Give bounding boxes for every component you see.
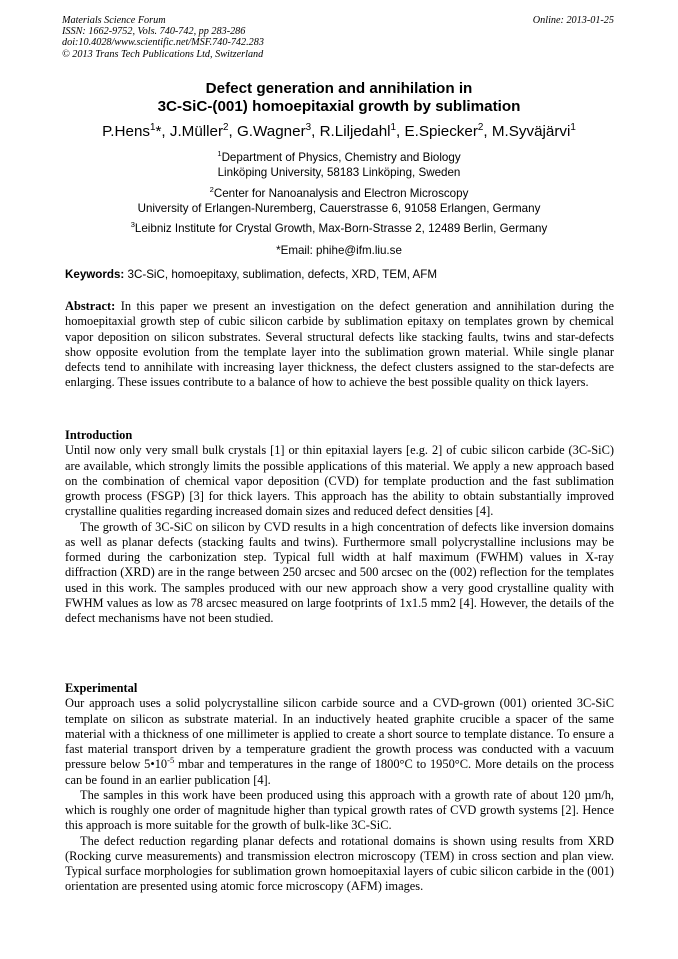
author: P.Hens$^1$*, — [102, 121, 170, 140]
author: M.Syväjärvi$^1$ — [491, 121, 576, 140]
keywords-text: 3C-SiC, homoepitaxy, sublimation, defects, XRD, TEM, AFM — [127, 268, 438, 281]
title-line-1: Defect generation and annihilation in — [205, 80, 473, 97]
journal-header — [62, 15, 264, 60]
issn-line: ISSN: 1662-9752, Vols. 740-742, pp 283-286 — [62, 26, 246, 38]
paragraph: Until now only very small bulk crystals [1] or thin epitaxial layers [e.g. 2] of cubic silicon carbide (3C-SiC) are available, which strongly limits the possible applications of this material. We apply a new approach based on the combination of chemical vapor deposition (CVD) for template production and the fast sublimation growth process (FSGP) [3] for thick layers. This approach has the ability to obtain substantially improved crystalline qualities regarding increased domain sizes and reduced defect densities [4]. — [65, 443, 614, 519]
author: E.Spiecker$^2$, — [404, 121, 492, 140]
keywords — [65, 268, 437, 281]
affiliation-3: $^3$Leibniz Institute for Crystal Growth, Max-Born-Strasse 2, 12489 Berlin, Germany — [130, 220, 548, 235]
keywords-label: Keywords: — [65, 268, 125, 281]
paragraph: The defect reduction regarding planar defects and rotational domains is shown using results from XRD (Rocking curve measurements) and transmission electron microscopy (TEM) in cross section and plan view. Typical surface morphologies for sublimation grown homoepitaxial layers of cubic silicon carbide in the (001) orientation are presented using atomic force microscopy (AFM) images. — [65, 833, 614, 894]
affiliation-1: $^1$Department of Physics, Chemistry and Biology Linköping University, 58183 Linköping, Sweden — [217, 149, 461, 179]
contact-email: *Email: phihe@ifm.liu.se — [276, 244, 402, 257]
affiliation-2: $^2$Center for Nanoanalysis and Electron Microscopy University of Erlangen-Nuremberg, Cauerstrasse 6, 91058 Erlangen, Germany — [137, 185, 541, 215]
experimental-heading: Experimental — [65, 681, 138, 695]
title-line-2: 3C-SiC-(001) homoepitaxial growth by sublimation — [157, 98, 521, 115]
copyright-line: © 2013 Trans Tech Publications Ltd, Switzerland — [62, 48, 264, 60]
abstract — [65, 299, 614, 391]
introduction-heading: Introduction — [65, 428, 133, 442]
paragraph: Our approach uses a solid polycrystalline silicon carbide source and a CVD-grown (001) oriented 3C-SiC template on silicon as substrate material. In an inductively heated graphite crucible a spacer of the same material with a thickness of one millimeter is applied to create a short source to template distance. To ensure a fast material transport driven by a temperature gradient the growth process was conducted with a vacuum pressure below $5•10^{-5}$ mbar and temperatures in the range of 1800°C to 1950°C. More details on the process can be found in an earlier publication [4]. — [65, 696, 614, 787]
introduction-section — [65, 428, 614, 626]
online-date: Online: 2013-01-25 — [532, 15, 614, 26]
author: J.Müller$^2$, — [169, 121, 237, 140]
journal-name: Materials Science Forum — [62, 15, 166, 26]
abstract-label: Abstract: — [65, 299, 116, 313]
experimental-section — [65, 681, 614, 895]
paragraph: The growth of 3C-SiC on silicon by CVD results in a high concentration of defects like inversion domains as well as planar defects (stacking faults and twins). Furthermore small polycrystalline inclusions may be formed during the carbonization step. Typical full width at half maximum (FWHM) values in X-ray diffraction (XRD) are in the range between 250 arcsec and 500 arcsec on the (002) reflection for the templates used in this work. The samples produced with our new approach show a very good crystalline quality with FWHM values as low as 78 arcsec measured on large footprints of 1x1.5 mm2 [4]. However, the details of the defect mechanisms have not been studied. — [65, 519, 614, 625]
doi-line: doi:10.4028/www.scientific.net/MSF.740-742.283 — [62, 37, 264, 49]
abstract-text: In this paper we present an investigation on the defect generation and annihilation during the homoepitaxial growth step of cubic silicon carbide by sublimation epitaxy on templates grown by chemical vapor deposition on silicon substrates. Several structural defects like stacking faults, twins and star-defects show opposite evolution from the template layer into the sublimation grown material. While single planar defects tend to annihilate with increasing layer thickness, the defect clusters assigned to the star-defects are enlarging. These issues contribute to a balance of how to achieve the best possible quality on thick layers. — [65, 299, 614, 390]
paper-title — [40, 80, 638, 116]
paragraph: The samples in this work have been produced using this approach with a growth rate of about 120 µm/h, which is roughly one order of magnitude higher than typical growth rates of CVD growth systems [2]. Hence this approach is more suitable for the growth of bulk-like 3C-SiC. — [65, 787, 614, 833]
author: G.Wagner$^3$, — [236, 121, 320, 140]
author: R.Liljedahl$^1$, — [319, 121, 405, 140]
author-list — [20, 123, 658, 141]
